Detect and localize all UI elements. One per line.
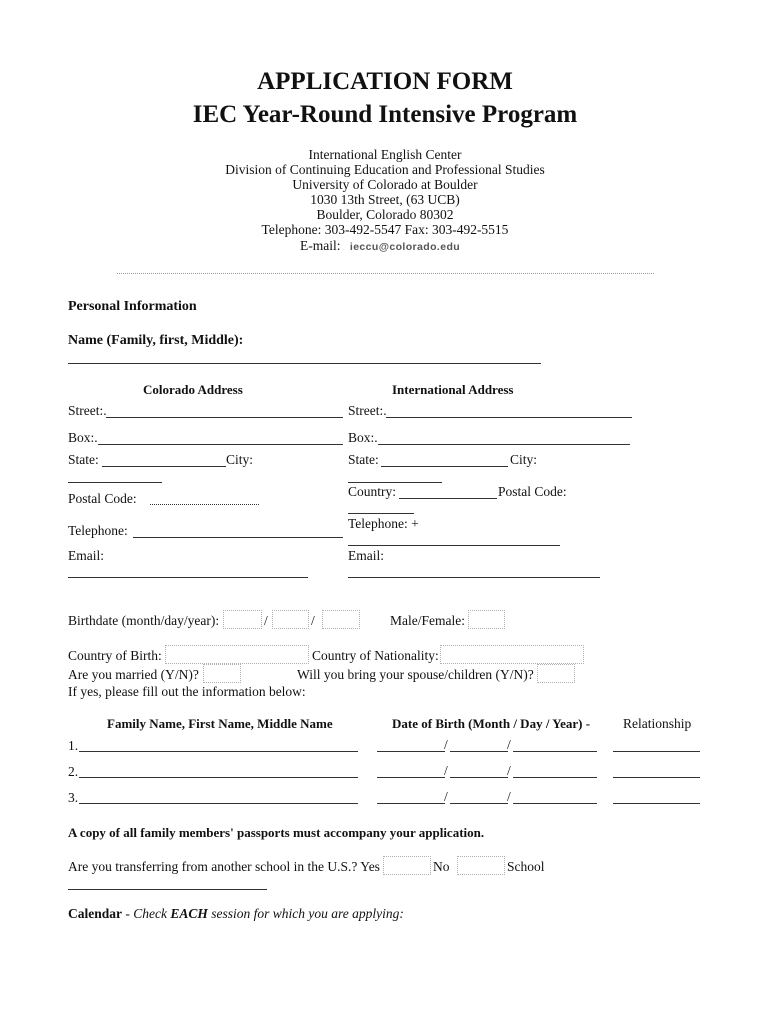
calendar-each: EACH (170, 906, 208, 921)
family-name-field[interactable] (79, 777, 358, 778)
married-input[interactable] (203, 664, 241, 683)
birth-day-input[interactable] (272, 610, 309, 629)
intl-country-field[interactable] (399, 498, 497, 499)
program-title: IEC Year-Round Intensive Program (192, 101, 578, 128)
name-label: Name (Family, first, Middle): (68, 333, 244, 348)
date-separator: / (264, 613, 268, 628)
date-separator: / (444, 789, 448, 804)
address-line: Division of Continuing Education and Professional Studies (225, 162, 545, 177)
spouse-input[interactable] (537, 664, 575, 683)
passport-notice: A copy of all family members' passports must accompany your application. (68, 825, 485, 840)
family-row-number: 3. (68, 790, 79, 805)
married-label: Are you married (Y/N)? (68, 667, 199, 682)
address-line: Boulder, Colorado 80302 (316, 207, 454, 222)
colorado-email-label: Email: (68, 548, 104, 563)
intl-box-label: Box:. (348, 430, 378, 445)
family-dob-day-field[interactable] (450, 803, 508, 804)
transfer-no-label: No (433, 859, 450, 874)
address-line: International English Center (308, 147, 462, 162)
intl-city-label: City: (510, 452, 538, 467)
email-label: E-mail: (300, 238, 341, 253)
colorado-state-field[interactable] (102, 466, 226, 467)
divider (117, 273, 654, 274)
name-field[interactable] (68, 363, 541, 364)
calendar-dash: - Check (122, 906, 171, 921)
date-separator: / (507, 763, 511, 778)
spouse-label: Will you bring your spouse/children (Y/N)? (297, 667, 534, 682)
family-relationship-field[interactable] (613, 751, 700, 752)
intl-street-field[interactable] (386, 417, 632, 418)
family-row-number: 1. (68, 738, 79, 753)
colorado-city-field[interactable] (68, 482, 162, 483)
sex-input[interactable] (468, 610, 505, 629)
colorado-street-field[interactable] (106, 417, 343, 418)
birth-month-input[interactable] (223, 610, 262, 629)
international-address-heading: International Address (392, 382, 514, 397)
date-separator: / (444, 763, 448, 778)
calendar-label: Calendar (68, 906, 122, 921)
sex-label: Male/Female: (390, 613, 465, 628)
family-dob-heading: Date of Birth (Month / Day / Year) - (392, 716, 591, 731)
colorado-box-label: Box:. (68, 430, 98, 445)
if-yes-note: If yes, please fill out the information below: (68, 684, 306, 699)
family-name-field[interactable] (79, 751, 358, 752)
section-title: Personal Information (68, 299, 197, 314)
intl-postal-label: Postal Code: (498, 484, 567, 499)
family-name-field[interactable] (79, 803, 358, 804)
intl-telephone-label: Telephone: + (348, 516, 419, 531)
colorado-postal-field[interactable] (150, 504, 259, 505)
calendar-instruction (68, 906, 404, 922)
birth-year-input[interactable] (322, 610, 360, 629)
family-relationship-field[interactable] (613, 803, 700, 804)
family-dob-month-field[interactable] (377, 777, 445, 778)
family-dob-month-field[interactable] (377, 751, 445, 752)
intl-email-label: Email: (348, 548, 384, 563)
colorado-box-field[interactable] (98, 444, 343, 445)
transfer-school-label: School (507, 859, 545, 874)
family-dob-day-field[interactable] (450, 777, 508, 778)
family-dob-year-field[interactable] (513, 751, 597, 752)
intl-postal-field[interactable] (348, 513, 414, 514)
family-dob-month-field[interactable] (377, 803, 445, 804)
colorado-street-label: Street:. (68, 403, 107, 418)
address-line: 1030 13th Street, (63 UCB) (310, 192, 460, 207)
transfer-yes-input[interactable] (383, 856, 431, 875)
form-title: APPLICATION FORM (257, 68, 513, 95)
family-relationship-heading: Relationship (623, 716, 692, 731)
family-dob-year-field[interactable] (513, 777, 597, 778)
transfer-no-input[interactable] (457, 856, 505, 875)
country-birth-label: Country of Birth: (68, 648, 162, 663)
intl-email-field[interactable] (348, 577, 600, 578)
intl-box-field[interactable] (378, 444, 630, 445)
transfer-school-field[interactable] (68, 889, 267, 890)
colorado-telephone-field[interactable] (133, 537, 343, 538)
family-relationship-field[interactable] (613, 777, 700, 778)
colorado-email-field[interactable] (68, 577, 308, 578)
transfer-question: Are you transferring from another school in the U.S.? Yes (68, 859, 380, 874)
colorado-telephone-label: Telephone: (68, 523, 128, 538)
intl-country-label: Country: (348, 484, 397, 499)
date-separator: / (507, 789, 511, 804)
email-link[interactable]: ieccu@colorado.edu (349, 241, 461, 253)
country-nationality-label: Country of Nationality: (312, 648, 439, 663)
date-separator: / (507, 737, 511, 752)
calendar-rest: session for which you are applying: (207, 906, 404, 921)
intl-city-field[interactable] (348, 482, 442, 483)
family-dob-day-field[interactable] (450, 751, 508, 752)
colorado-address-heading: Colorado Address (143, 382, 243, 397)
colorado-state-label: State: (68, 452, 99, 467)
country-birth-input[interactable] (165, 645, 309, 664)
birthdate-label: Birthdate (month/day/year): (68, 613, 220, 628)
date-separator: / (444, 737, 448, 752)
family-row-number: 2. (68, 764, 79, 779)
intl-state-field[interactable] (381, 466, 508, 467)
family-dob-year-field[interactable] (513, 803, 597, 804)
address-line: University of Colorado at Boulder (292, 177, 478, 192)
email-line (300, 238, 460, 255)
colorado-postal-label: Postal Code: (68, 491, 137, 506)
address-line: Telephone: 303-492-5547 Fax: 303-492-5515 (261, 222, 509, 237)
country-nationality-input[interactable] (440, 645, 584, 664)
intl-telephone-field[interactable] (348, 545, 560, 546)
date-separator: / (311, 613, 315, 628)
intl-state-label: State: (348, 452, 379, 467)
family-name-heading: Family Name, First Name, Middle Name (107, 716, 333, 731)
intl-street-label: Street:. (348, 403, 387, 418)
colorado-city-label: City: (226, 452, 254, 467)
